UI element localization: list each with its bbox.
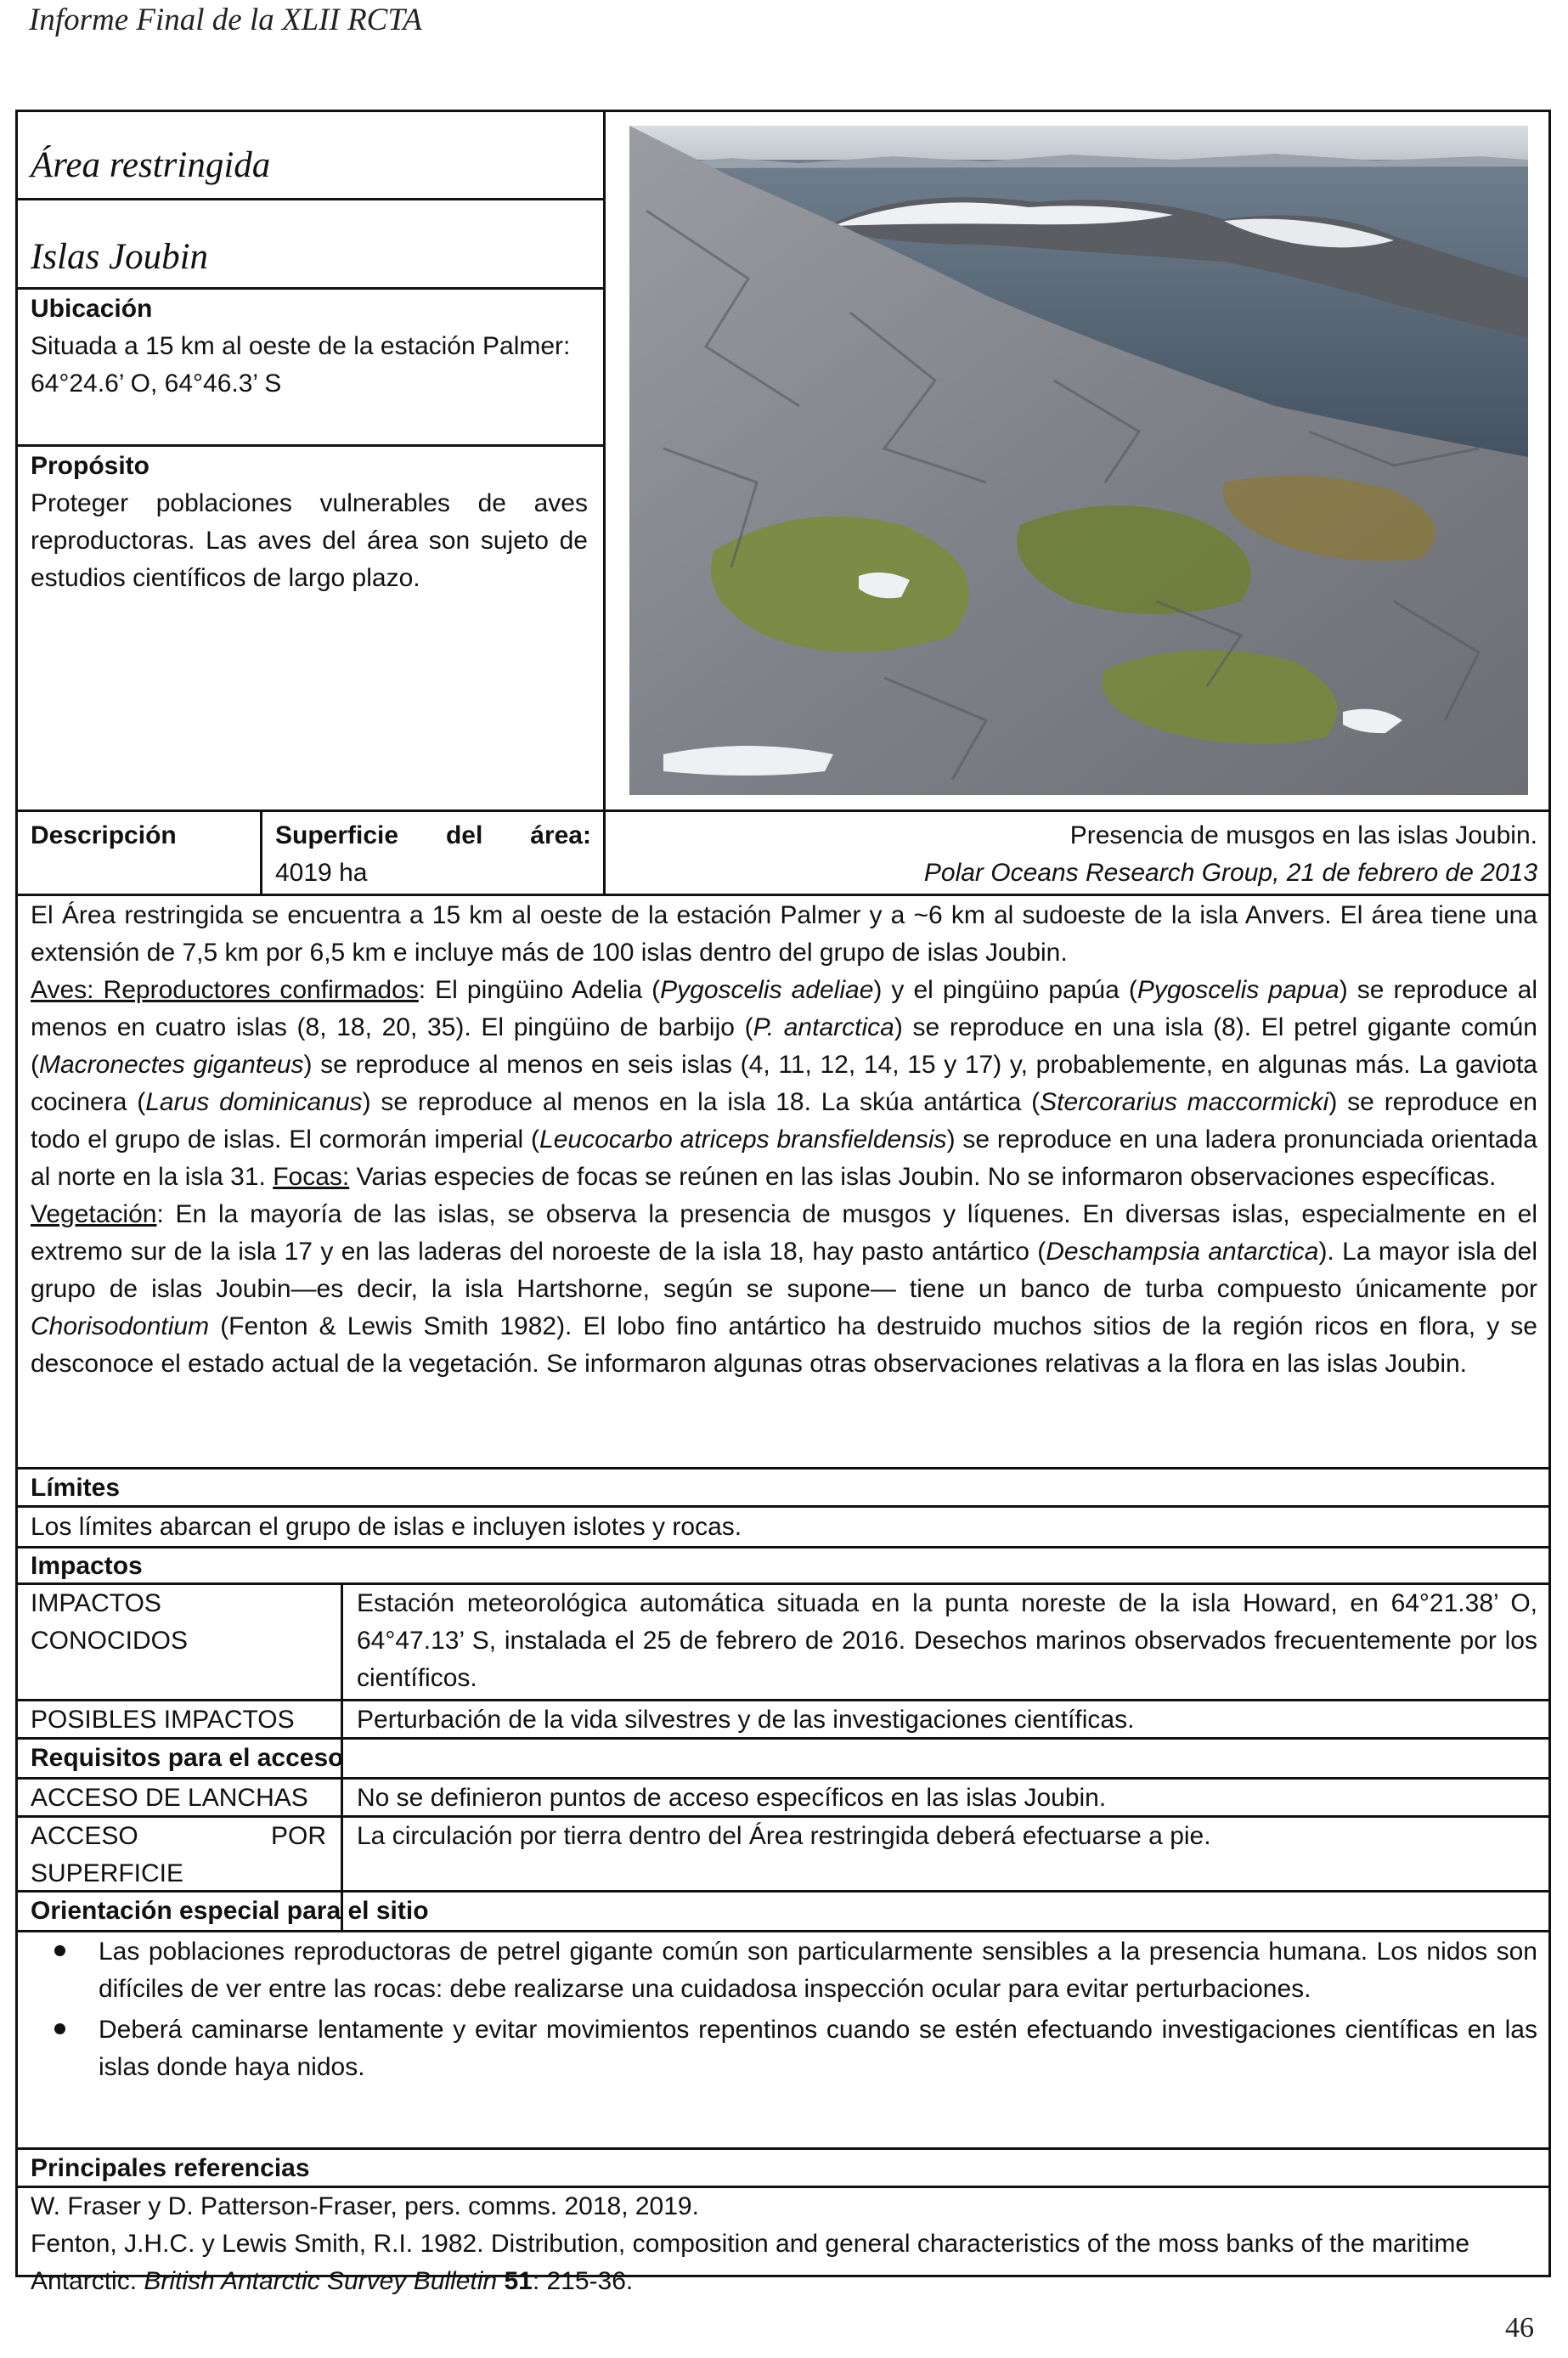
label-line: SUPERFICIE bbox=[31, 1859, 184, 1887]
divider bbox=[15, 287, 605, 290]
descripcion-label: Descripción bbox=[31, 821, 177, 849]
label-line: ACCESO POR bbox=[31, 1822, 326, 1850]
aves-label: Aves: Reproductores confirmados bbox=[31, 976, 419, 1004]
species-name: Macronectes giganteus bbox=[39, 1051, 304, 1079]
area-type-title: Área restringida bbox=[31, 145, 271, 185]
descripcion-body bbox=[31, 897, 1537, 1383]
list-item bbox=[31, 2011, 1537, 2086]
acceso-lanchas-text: No se definieron puntos de acceso específicos en las islas Joubin. bbox=[357, 1784, 1107, 1812]
aves-text: ) se reproduce en una ladera pronunciada orientada al norte en la isla 31. bbox=[31, 1125, 1537, 1191]
divider bbox=[260, 810, 262, 895]
divider bbox=[15, 1467, 1551, 1470]
acceso-label: Requisitos para el acceso bbox=[31, 1744, 344, 1772]
species-name: Chorisodontium bbox=[31, 1312, 210, 1340]
list-item bbox=[31, 1933, 1537, 2008]
vegetacion-text: ). La mayor isla del grupo de islas Joubin—es decir, la isla Hartshorne, según se supone— tiene un banco de turba compuesto únicamente por bbox=[31, 1238, 1537, 1303]
referencias-label: Principales referencias bbox=[31, 2154, 310, 2182]
impactos-conocidos-label bbox=[31, 1585, 188, 1660]
photo-caption-credit: Polar Oceans Research Group, 21 de febrero de 2013 bbox=[923, 859, 1537, 887]
area-name-title: Islas Joubin bbox=[31, 237, 209, 277]
divider bbox=[15, 1505, 1551, 1508]
vegetacion-label: Vegetación bbox=[31, 1200, 157, 1228]
vegetacion-text: : En la mayoría de las islas, se observa la presencia de musgos y líquenes. En diversas islas, especialmente en el extremo sur de la isla 17 y en las laderas del noroeste de la isla 18, hay pasto antártico ( bbox=[31, 1200, 1537, 1266]
acceso-superficie-text: La circulación por tierra dentro del Área restringida deberá efectuarse a pie. bbox=[357, 1822, 1211, 1850]
divider bbox=[15, 1930, 1551, 1932]
superficie-label: Superficie del área: bbox=[275, 821, 591, 849]
divider bbox=[603, 110, 606, 895]
aves-paragraph bbox=[31, 972, 1537, 1196]
label-line: CONOCIDOS bbox=[31, 1627, 189, 1655]
divider bbox=[15, 1546, 1551, 1548]
vegetacion-paragraph bbox=[31, 1196, 1537, 1383]
focas-text: Varias especies de focas se reúnen en las islas Joubin. No se informaron observaciones específicas. bbox=[349, 1163, 1497, 1191]
aves-text: ) se reproduce en una isla (8). El petrel gigante común ( bbox=[31, 1013, 1537, 1079]
orientacion-label: Orientación especial para el sitio bbox=[31, 1897, 429, 1925]
journal-pages: : 215-36. bbox=[532, 2267, 634, 2295]
species-name: Stercorarius maccormicki bbox=[1040, 1088, 1329, 1116]
aves-text: ) y el pingüino papúa ( bbox=[873, 976, 1137, 1004]
moss-photo bbox=[629, 126, 1528, 795]
photo-caption bbox=[620, 817, 1537, 892]
impactos-conocidos-text: Estación meteorológica automática situada en la punta noreste de la isla Howard, en 64°21.38’ O, 64°47.13’ S, instalada el 25 de febrero de 2016. Desechos marinos observados frecuentemente por los científicos. bbox=[357, 1589, 1537, 1692]
bullet-icon bbox=[54, 2023, 65, 2034]
referencias-list bbox=[31, 2188, 1537, 2300]
proposito-text: Proteger poblaciones vulnerables de aves reproductoras. Las aves del área son sujeto de estudios científicos de largo plazo. bbox=[31, 489, 588, 592]
list-item-text: Deberá caminarse lentamente y evitar movimientos repentinos cuando se estén efectuando investigaciones científicas en las islas donde haya nidos. bbox=[99, 2016, 1537, 2081]
superficie-value: 4019 ha bbox=[275, 859, 368, 887]
species-name: P. antarctica bbox=[753, 1013, 894, 1041]
ubicacion-label: Ubicación bbox=[31, 295, 153, 323]
bullet-icon bbox=[54, 1945, 65, 1956]
list-item-text: Las poblaciones reproductoras de petrel gigante común son particularmente sensibles a la presencia humana. Los nidos son difíciles de ver entre las rocas: debe realizarse una cuidadosa inspección ocular para evitar perturbaciones. bbox=[99, 1938, 1537, 2003]
photo-caption-title: Presencia de musgos en las islas Joubin. bbox=[1069, 821, 1537, 849]
aves-text: ) se reproduce al menos en cuatro islas (8, 18, 20, 35). El pingüino de barbijo ( bbox=[31, 976, 1537, 1041]
reference-item: W. Fraser y D. Patterson-Fraser, pers. comms. 2018, 2019. bbox=[31, 2192, 699, 2220]
ubicacion-cell bbox=[31, 291, 588, 403]
aves-text: ) se reproduce en todo el grupo de islas. El cormorán imperial ( bbox=[31, 1088, 1537, 1154]
divider bbox=[15, 198, 605, 200]
divider bbox=[15, 444, 605, 447]
divider bbox=[15, 894, 1551, 896]
journal-volume: 51 bbox=[504, 2267, 533, 2295]
page-number: 46 bbox=[1505, 2312, 1534, 2344]
orientacion-list bbox=[31, 1933, 1537, 2086]
species-name: Pygoscelis papua bbox=[1137, 976, 1340, 1004]
aves-text: : El pingüino Adelia ( bbox=[418, 976, 661, 1004]
species-name: Pygoscelis adeliae bbox=[660, 976, 874, 1004]
acceso-superficie-label bbox=[31, 1818, 326, 1893]
ubicacion-coords: 64°24.6’ O, 64°46.3’ S bbox=[31, 369, 282, 398]
vegetacion-text: (Fenton & Lewis Smith 1982). El lobo fino antártico ha destruido muchos sitios de la región ricos en flora, y se desconoce el estado actual de la vegetación. Se informaron algunas otras observaciones relativas a la flora en las islas Joubin. bbox=[31, 1312, 1537, 1378]
superficie-cell bbox=[275, 817, 591, 892]
running-header: Informe Final de la XLII RCTA bbox=[29, 3, 422, 37]
impactos-label: Impactos bbox=[31, 1552, 143, 1580]
posibles-impactos-label: POSIBLES IMPACTOS bbox=[31, 1706, 295, 1734]
reference-text: Fenton, J.H.C. y Lewis Smith, R.I. 1982. Distribution, composition and general characteristics of the moss banks of the maritime Antarctic. bbox=[31, 2230, 1470, 2295]
species-name: Leucocarbo atriceps bransfieldensis bbox=[539, 1125, 947, 1154]
species-name: Deschampsia antarctica bbox=[1046, 1238, 1319, 1266]
limites-label: Límites bbox=[31, 1474, 121, 1502]
label-line: IMPACTOS bbox=[31, 1589, 161, 1617]
limites-text: Los límites abarcan el grupo de islas e incluyen islotes y rocas. bbox=[31, 1513, 742, 1541]
acceso-lanchas-label: ACCESO DE LANCHAS bbox=[31, 1784, 308, 1812]
aves-text: ) se reproduce al menos en la isla 18. La skúa antártica ( bbox=[362, 1088, 1041, 1116]
posibles-impactos-text: Perturbación de la vida silvestres y de las investigaciones científicas. bbox=[357, 1706, 1135, 1734]
ubicacion-text: Situada a 15 km al oeste de la estación Palmer: bbox=[31, 332, 571, 360]
species-name: Larus dominicanus bbox=[145, 1088, 363, 1116]
divider bbox=[15, 810, 1551, 812]
descripcion-intro: El Área restringida se encuentra a 15 km al oeste de la estación Palmer y a ~6 km al sudoeste de la isla Anvers. El área tiene una extensión de 7,5 km por 6,5 km e incluye más de 100 islas dentro del grupo de islas Joubin. bbox=[31, 901, 1537, 967]
aves-text: ) se reproduce al menos en seis islas (4, 11, 12, 14, 15 y 17) y, probablemente, en algunas más. La gaviota cocinera ( bbox=[31, 1051, 1537, 1116]
proposito-cell bbox=[31, 448, 588, 597]
journal-name: British Antarctic Survey Bulletin bbox=[144, 2267, 498, 2295]
proposito-label: Propósito bbox=[31, 452, 149, 480]
focas-label: Focas: bbox=[273, 1163, 350, 1191]
reference-item bbox=[31, 2225, 1537, 2300]
